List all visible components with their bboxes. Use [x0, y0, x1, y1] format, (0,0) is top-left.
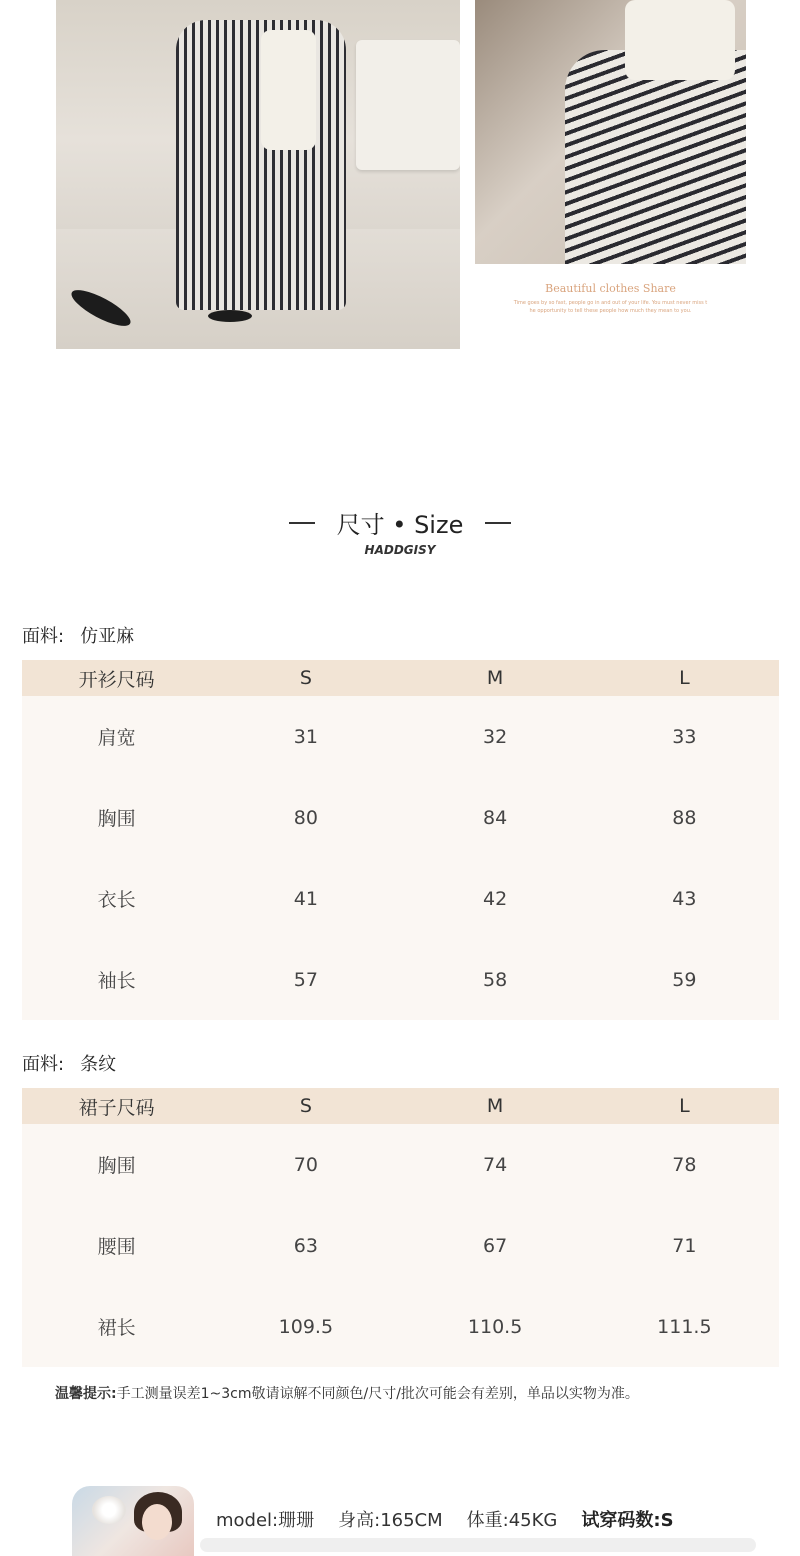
table-cell: 腰围 — [22, 1205, 211, 1286]
sandal-right-shape — [208, 310, 252, 322]
fabric-value: 条纹 — [80, 1054, 117, 1075]
cardigan-detail-shape — [625, 0, 735, 80]
header-cell: L — [590, 1088, 779, 1124]
table-row — [22, 939, 779, 1020]
model-trial-size: 试穿码数:S — [581, 1510, 674, 1531]
header-cell: 开衫尺码 — [22, 660, 211, 696]
heading-dash-left — [289, 522, 315, 524]
table-cell: 43 — [590, 858, 779, 939]
table-cell: 裙长 — [22, 1286, 211, 1367]
heading-dash-right — [485, 522, 511, 524]
skirt-size-table — [22, 1088, 779, 1367]
table-cell: 32 — [401, 696, 590, 777]
table-header-row — [22, 1088, 779, 1124]
photo-caption — [475, 282, 746, 315]
cardigan-size-table — [22, 660, 779, 1020]
table-row — [22, 858, 779, 939]
cardigan-shape — [261, 30, 316, 150]
table-cell: 74 — [401, 1124, 590, 1205]
table-cell: 70 — [211, 1124, 400, 1205]
table-row — [22, 696, 779, 777]
header-cell: M — [401, 1088, 590, 1124]
table-cell: 肩宽 — [22, 696, 211, 777]
caption-subtext-line-1: Time goes by so fast, people go in and out of your life. You must never miss t — [513, 300, 708, 306]
table-cell: 78 — [590, 1124, 779, 1205]
fabric-label: 面料: — [22, 1054, 65, 1075]
table-cell: 袖长 — [22, 939, 211, 1020]
measurement-notice — [55, 1383, 639, 1403]
table-cell: 胸围 — [22, 777, 211, 858]
product-photo-detail — [475, 0, 746, 264]
table-cell: 58 — [401, 939, 590, 1020]
model-height: 身高:165CM — [338, 1510, 443, 1531]
size-title: 尺寸 • Size — [336, 511, 464, 539]
table-cell: 71 — [590, 1205, 779, 1286]
brand-name: HADDGISY — [364, 543, 436, 557]
table-row — [22, 1286, 779, 1367]
table-cell: 衣长 — [22, 858, 211, 939]
table-cell: 31 — [211, 696, 400, 777]
table-cell: 110.5 — [401, 1286, 590, 1367]
size-section-heading — [0, 505, 800, 557]
table-cell: 41 — [211, 858, 400, 939]
flower-bouquet-shape — [92, 1496, 126, 1524]
table-cell: 80 — [211, 777, 400, 858]
striped-skirt-detail-shape — [565, 50, 746, 264]
caption-title: Beautiful clothes Share — [545, 282, 676, 295]
table-cell: 88 — [590, 777, 779, 858]
cardigan-fabric — [22, 622, 134, 648]
table-cell: 59 — [590, 939, 779, 1020]
header-cell: L — [590, 660, 779, 696]
fabric-value: 仿亚麻 — [80, 626, 135, 647]
header-cell: S — [211, 660, 400, 696]
caption-subtext-line-2: he opportunity to tell these people how much they mean to you. — [529, 308, 692, 314]
table-cell: 84 — [401, 777, 590, 858]
table-header-row — [22, 660, 779, 696]
model-weight: 体重:45KG — [466, 1510, 558, 1531]
fabric-label: 面料: — [22, 626, 65, 647]
notice-text: 手工测量误差1~3cm敬请谅解不同颜色/尺寸/批次可能会有差别，单品以实物为准。 — [116, 1386, 639, 1402]
header-cell: 裙子尺码 — [22, 1088, 211, 1124]
table-cell: 胸围 — [22, 1124, 211, 1205]
table-row — [22, 1205, 779, 1286]
sofa-shape — [356, 40, 460, 170]
caption-subtext — [475, 299, 746, 315]
notice-label: 温馨提示: — [55, 1386, 117, 1402]
table-cell: 109.5 — [211, 1286, 400, 1367]
header-cell: S — [211, 1088, 400, 1124]
product-photo-full-body — [56, 0, 460, 349]
model-face-shape — [142, 1504, 172, 1540]
table-cell: 33 — [590, 696, 779, 777]
model-name: model:珊珊 — [216, 1510, 315, 1531]
table-row — [22, 777, 779, 858]
table-cell: 42 — [401, 858, 590, 939]
model-info-bar — [200, 1538, 756, 1552]
header-cell: M — [401, 660, 590, 696]
table-cell: 63 — [211, 1205, 400, 1286]
skirt-fabric — [22, 1050, 116, 1076]
table-row — [22, 1124, 779, 1205]
table-cell: 111.5 — [590, 1286, 779, 1367]
table-cell: 57 — [211, 939, 400, 1020]
model-info — [216, 1506, 674, 1532]
table-cell: 67 — [401, 1205, 590, 1286]
